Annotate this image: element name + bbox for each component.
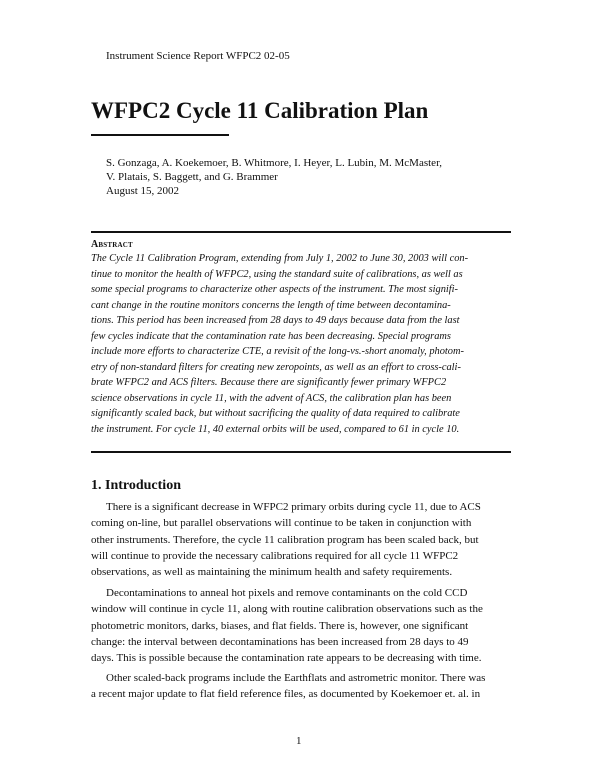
- paragraph-line: Decontaminations to anneal hot pixels and remove contaminants on the cold CCD: [106, 587, 468, 599]
- paragraph-line: Other scaled-back programs include the Earthflats and astrometric monitor. There was: [106, 672, 486, 684]
- paragraph-line: will continue to provide the necessary calibrations required for all cycle 11 WFPC2: [91, 549, 459, 562]
- paragraph-line: There is a significant decrease in WFPC2 primary orbits during cycle 11, due to ACS: [106, 501, 481, 513]
- paragraph-line: observations, as well as maintaining the minimum health and safety requirements.: [91, 566, 453, 579]
- abstract-heading: Abstract: [91, 239, 133, 250]
- abstract-line: tinue to monitor the health of WFPC2, using the standard suite of calibrations, as well as: [91, 268, 463, 280]
- abstract-line: etry of non-standard filters for creating new zeropoints, as well as an effort to cross-cali-: [91, 361, 461, 373]
- abstract-body: [91, 251, 513, 437]
- abstract-line: brate WFPC2 and ACS filters. Because there are significantly fewer primary WFPC2: [91, 377, 447, 388]
- intro-paragraph-2: [91, 585, 513, 666]
- page-title: WFPC2 Cycle 11 Calibration Plan: [91, 98, 429, 123]
- paragraph-line: a recent major update to flat field reference files, as documented by Koekemoer et. al. in: [91, 688, 481, 701]
- report-identifier: Instrument Science Report WFPC2 02-05: [106, 50, 290, 62]
- abstract-line: tions. This period has been increased from 28 days to 49 days because data from the last: [91, 315, 460, 326]
- abstract-line: few cycles indicate that the contamination rate has been decreasing. Special programs: [91, 330, 451, 342]
- abstract-line: some special programs to characterize other aspects of the instrument. The most signifi-: [91, 284, 459, 295]
- paragraph-line: days. This is possible because the contamination rate appears to be decreasing with time.: [91, 652, 482, 665]
- abstract-line: The Cycle 11 Calibration Program, extending from July 1, 2002 to June 30, 2003 will con-: [91, 253, 469, 264]
- author-line: V. Platais, S. Baggett, and G. Brammer: [106, 171, 278, 183]
- page-number: 1: [296, 735, 302, 747]
- author-line: S. Gonzaga, A. Koekemoer, B. Whitmore, I. Heyer, L. Lubin, M. McMaster,: [106, 157, 443, 169]
- abstract-line: cant change in the routine monitors concerns the length of time between decontamina-: [91, 299, 451, 311]
- publication-date: August 15, 2002: [106, 185, 180, 197]
- abstract-top-rule: [91, 231, 511, 233]
- paragraph-line: photometric monitors, darks, biases, and flat fields. There is, however, one significant: [91, 619, 469, 632]
- abstract-line: the instrument. For cycle 11, 40 external orbits will be used, compared to 61 in cycle 10.: [91, 423, 460, 435]
- section-heading-introduction: 1. Introduction: [91, 478, 181, 493]
- title-underline-rule: [91, 134, 229, 136]
- paragraph-line: coming on-line, but parallel observations will continue to be taken in conjunction with: [91, 517, 472, 530]
- abstract-bottom-rule: [91, 451, 511, 453]
- paragraph-line: other instruments. Therefore, the cycle 11 calibration program has been scaled back, but: [91, 533, 479, 546]
- author-block: [106, 156, 442, 198]
- abstract-line: include more efforts to characterize CTE, a revisit of the long-vs.-short anomaly, photom-: [91, 346, 464, 357]
- paragraph-line: window will continue in cycle 11, along with routine calibration observations such as the: [91, 603, 483, 616]
- intro-paragraph-1: [91, 499, 513, 580]
- abstract-line: significantly scaled back, but without sacrificing the quality of data required to calibrate: [91, 408, 460, 419]
- abstract-line: science observations in cycle 11, with the advent of ACS, the calibration plan has been: [91, 392, 452, 404]
- paragraph-line: change: the interval between decontaminations has been increased from 28 days to 49: [91, 635, 469, 648]
- intro-paragraph-3: [91, 670, 513, 703]
